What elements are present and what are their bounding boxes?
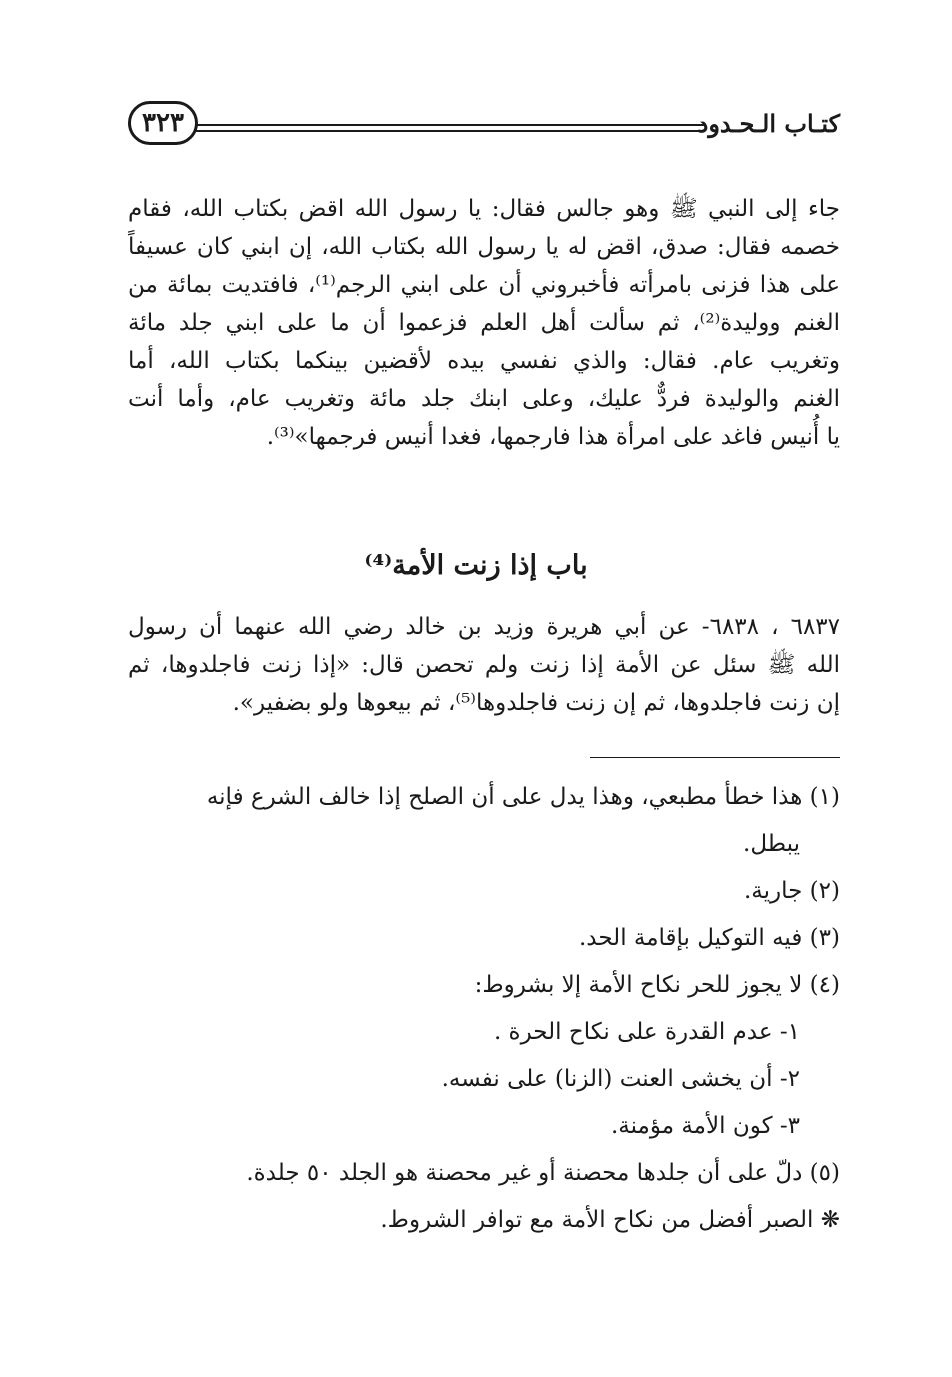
book-title: كتـاب الـحـدود — [697, 109, 840, 138]
text-line: الغنم ووليدة⁽²⁾، ثم سألت أهل العلم فزعموا أن ما على ابني جلد مائة — [128, 310, 840, 336]
footnote-2: (٢) جارية. — [743, 878, 840, 904]
hadith-paragraph — [128, 608, 840, 722]
text-line: الغنم والوليدة فردٌّ عليك، وعلى ابنك جلد مائة وتغريب عام، وأما أنت — [128, 386, 840, 412]
footnote-4-item: ٣- كون الأمة مؤمنة. — [610, 1113, 800, 1139]
header-double-rule — [196, 124, 705, 132]
footnote-4-item: ١- عدم القدرة على نكاح الحرة . — [493, 1019, 800, 1045]
main-paragraph — [128, 190, 840, 456]
text-line: خصمه فقال: صدق، اقض له يا رسول الله بكتاب الله، إن ابني كان عسيفاً — [128, 234, 840, 260]
text-line: على هذا فزنى بامرأته فأخبروني أن على ابني الرجم⁽¹⁾، فافتديت بمائة من — [128, 272, 840, 298]
closing-note: ❋ الصبر أفضل من نكاح الأمة مع توافر الشروط. — [380, 1207, 840, 1233]
footnote-1: (١) هذا خطأ مطبعي، وهذا يدل على أن الصلح إذا خالف الشرع فإنه — [206, 784, 840, 810]
section-heading: باب إذا زنت الأمة⁽⁴⁾ — [364, 550, 588, 581]
footnote-4: (٤) لا يجوز للحر نكاح الأمة إلا بشروط: — [474, 972, 840, 998]
page-number: ٣٢٣ — [128, 101, 198, 145]
footnote-1-continuation: يبطل. — [743, 831, 800, 857]
footnote-4-item: ٢- أن يخشى العنت (الزنا) على نفسه. — [441, 1066, 800, 1092]
footnotes — [128, 774, 840, 1244]
text-line: ٦٨٣٧ ، ٦٨٣٨- عن أبي هريرة وزيد بن خالد رضي الله عنهما أن رسول — [128, 614, 841, 640]
text-line: الله ﷺ سئل عن الأمة إذا زنت ولم تحصن قال: «إذا زنت فاجلدوها، ثم — [128, 652, 840, 678]
footnote-3: (٣) فيه التوكيل بإقامة الحد. — [578, 925, 840, 951]
text-line: وتغريب عام. فقال: والذي نفسي بيده لأقضين بينكما بكتاب الله، أما — [128, 348, 840, 374]
text-line: جاء إلى النبي ﷺ وهو جالس فقال: يا رسول الله اقض بكتاب الله، فقام — [128, 196, 840, 222]
footnote-separator — [590, 757, 840, 758]
text-line: يا أُنيس فاغد على امرأة هذا فارجمها، فغدا أنيس فرجمها»⁽³⁾. — [266, 424, 840, 450]
footnote-5: (٥) دلّ على أن جلدها محصنة أو غير محصنة هو الجلد ٥٠ جلدة. — [246, 1160, 840, 1186]
text-line: إن زنت فاجلدوها، ثم إن زنت فاجلدوها⁽⁵⁾، ثم بيعوها ولو بضفير». — [232, 690, 840, 716]
page-header — [128, 95, 840, 155]
